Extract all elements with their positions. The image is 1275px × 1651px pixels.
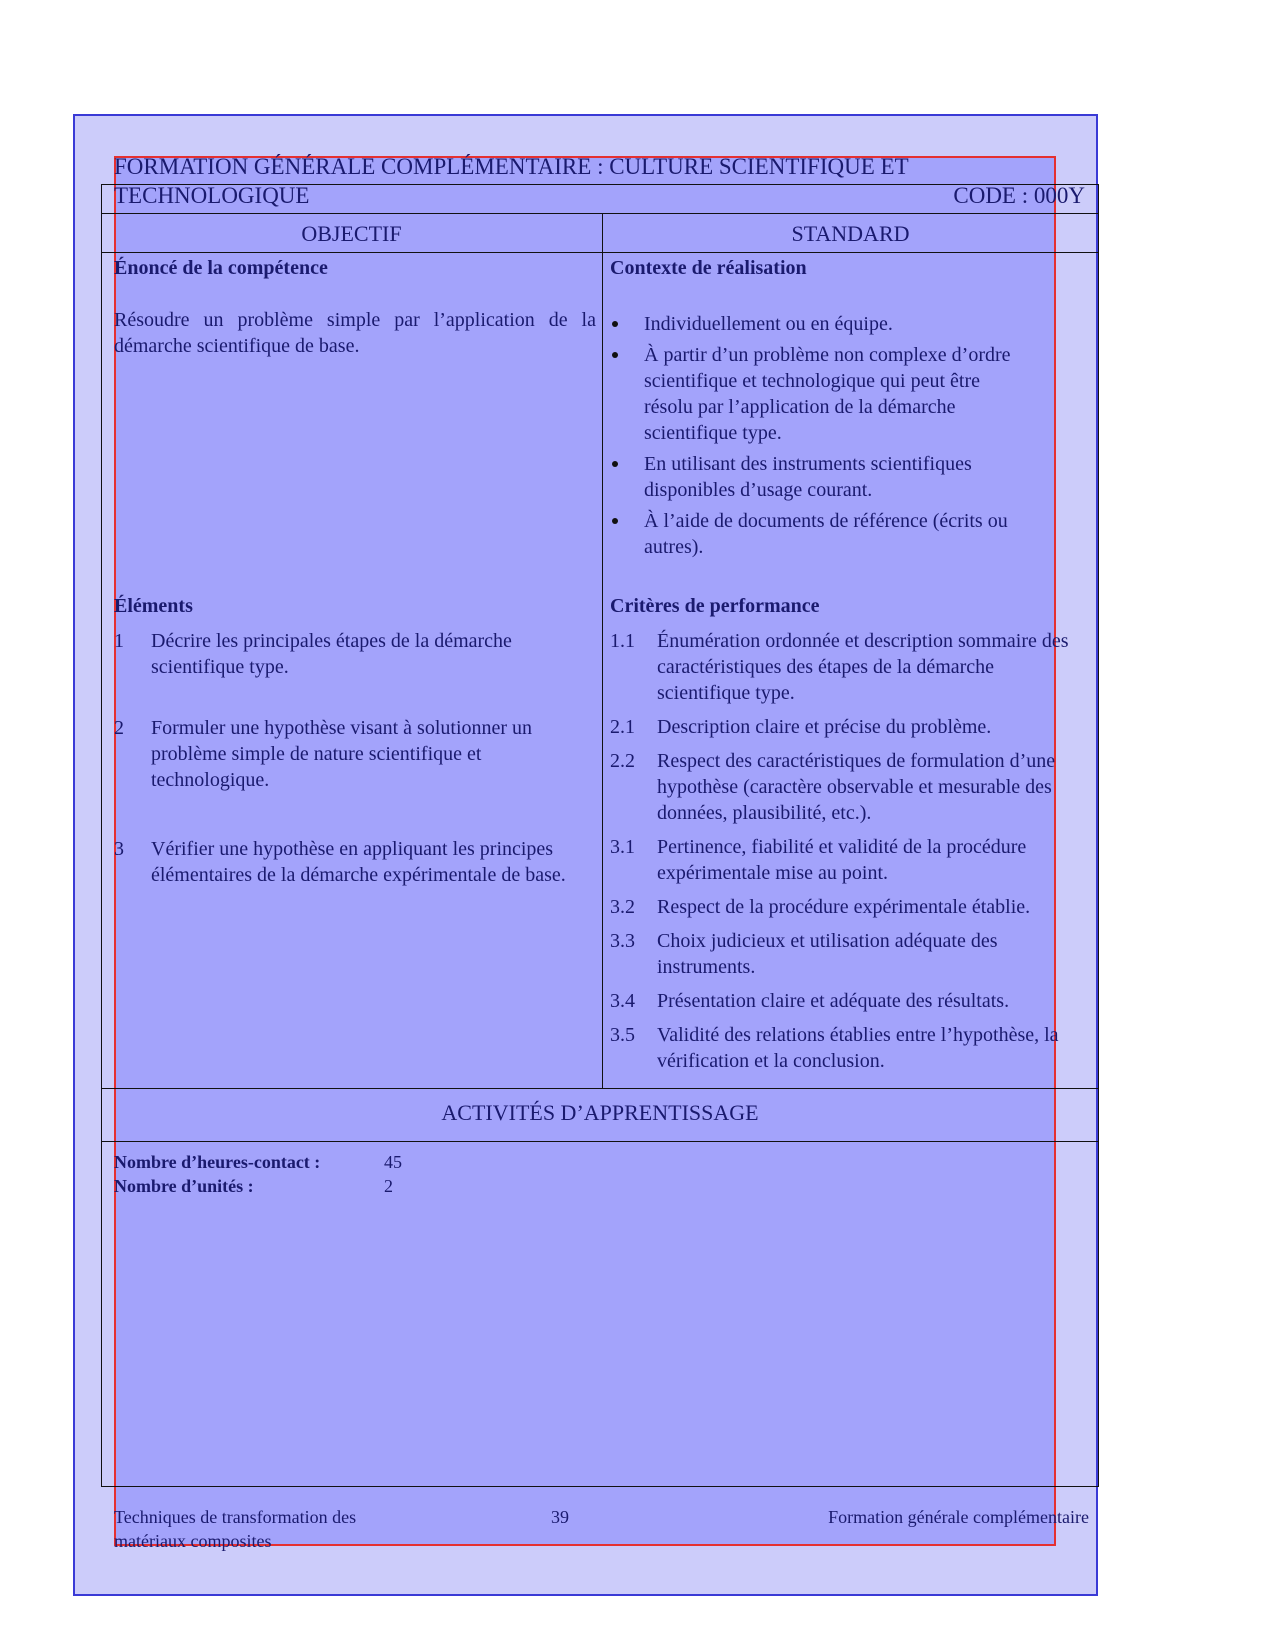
bullet-icon <box>612 352 618 358</box>
column-heading-standard: STANDARD <box>791 221 910 246</box>
activities-heading: ACTIVITÉS D’APPRENTISSAGE <box>441 1100 759 1125</box>
element-number: 3 <box>114 838 124 860</box>
element-item <box>114 628 566 715</box>
criterion-text: Présentation claire et adéquate des résultats. <box>657 990 1010 1012</box>
elements-list <box>114 628 566 888</box>
element-text: Vérifier une hypothèse en appliquant les principes élémentaires de la démarche expérimentale de base. <box>151 838 566 886</box>
competence-heading: Énoncé de la compétence <box>114 257 328 279</box>
criterion-item <box>610 748 1090 826</box>
element-item <box>114 715 566 836</box>
units-label: Nombre d’unités : <box>114 1176 254 1196</box>
criterion-text: Respect des caractéristiques de formulation d’une hypothèse (caractère observable et mesurable des données, plausibilité, etc.). <box>657 750 1056 824</box>
hours-value: 45 <box>384 1152 402 1172</box>
hours-row <box>114 1150 402 1174</box>
divider-activities-bottom <box>101 1141 1099 1142</box>
criterion-item <box>610 894 1090 920</box>
hours-label: Nombre d’heures-contact : <box>114 1152 321 1172</box>
criteria-list <box>610 628 1090 1082</box>
divider-header <box>101 213 1099 214</box>
footer-page-number: 39 <box>551 1507 569 1527</box>
element-item <box>114 836 566 888</box>
elements-heading: Éléments <box>114 595 193 617</box>
criterion-text: Choix judicieux et utilisation adéquate des instruments. <box>657 930 998 978</box>
criterion-item <box>610 628 1090 706</box>
hours-block <box>114 1150 402 1198</box>
column-divider <box>602 213 603 1088</box>
divider-columns <box>101 252 1099 253</box>
criterion-text: Pertinence, fiabilité et validité de la procédure expérimentale mise au point. <box>657 836 1027 884</box>
element-text: Décrire les principales étapes de la démarche scientifique type. <box>151 630 512 678</box>
competence-text: Résoudre un problème simple par l’application de la démarche scientifique de base. <box>114 309 596 357</box>
criterion-number: 3.4 <box>610 990 635 1012</box>
criterion-number: 3.1 <box>610 836 635 858</box>
footer-section: Formation générale complémentaire <box>828 1507 1089 1527</box>
criterion-item <box>610 834 1090 886</box>
criterion-number: 1.1 <box>610 630 635 652</box>
footer-program: Techniques de transformation des matériaux composites <box>114 1507 357 1551</box>
criterion-number: 3.5 <box>610 1024 635 1046</box>
criterion-item <box>610 714 1090 740</box>
context-list <box>610 311 1030 565</box>
column-heading-objectif: OBJECTIF <box>301 221 402 246</box>
context-heading: Contexte de réalisation <box>610 257 807 279</box>
context-item: Individuellement ou en équipe. <box>610 311 1030 337</box>
criterion-text: Description claire et précise du problème. <box>657 716 992 738</box>
title-line-1: FORMATION GÉNÉRALE COMPLÉMENTAIRE : CULTURE SCIENTIFIQUE ET <box>114 154 909 179</box>
element-text: Formuler une hypothèse visant à solutionner un problème simple de nature scientifique et technologique. <box>151 717 533 791</box>
criterion-text: Énumération ordonnée et description sommaire des caractéristiques des étapes de la démarche scientifique type. <box>657 630 1069 704</box>
course-code: CODE : 000Y <box>953 183 1085 208</box>
divider-activities-top <box>101 1088 1099 1089</box>
criterion-number: 3.2 <box>610 896 635 918</box>
context-item: En utilisant des instruments scientifiques disponibles d’usage courant. <box>610 451 1030 503</box>
units-row <box>114 1174 402 1198</box>
element-number: 2 <box>114 717 124 739</box>
units-value: 2 <box>384 1176 393 1196</box>
bullet-icon <box>612 518 618 524</box>
context-item: À l’aide de documents de référence (écrits ou autres). <box>610 508 1030 560</box>
criterion-item <box>610 1022 1090 1074</box>
criterion-text: Validité des relations établies entre l’hypothèse, la vérification et la conclusion. <box>657 1024 1059 1072</box>
criteria-heading: Critères de performance <box>610 595 820 617</box>
criterion-number: 3.3 <box>610 930 635 952</box>
criterion-text: Respect de la procédure expérimentale établie. <box>657 896 1031 918</box>
criterion-number: 2.2 <box>610 750 635 772</box>
context-item: À partir d’un problème non complexe d’ordre scientifique et technologique qui peut être résolu par l’application de la démarche scientifique type. <box>610 342 1030 446</box>
criterion-item <box>610 928 1090 980</box>
title-line-2: TECHNOLOGIQUE <box>114 183 310 208</box>
bullet-icon <box>612 321 618 327</box>
bullet-icon <box>612 461 618 467</box>
criterion-number: 2.1 <box>610 716 635 738</box>
element-number: 1 <box>114 630 124 652</box>
criterion-item <box>610 988 1090 1014</box>
